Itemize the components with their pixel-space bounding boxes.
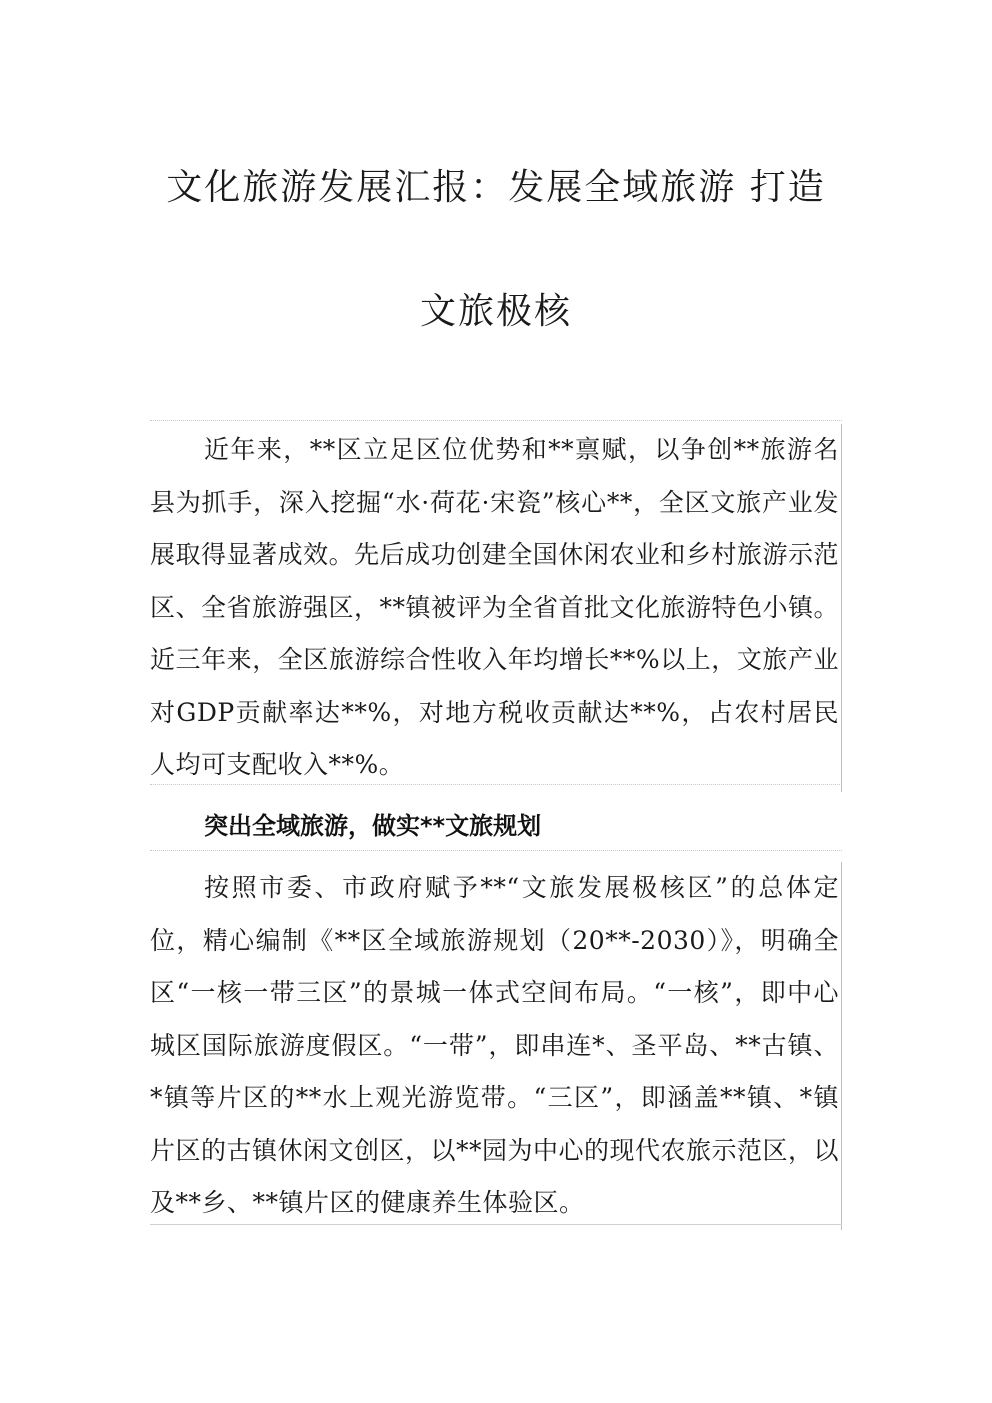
section-heading: 突出全域旅游，做实**文旅规划 — [204, 812, 542, 840]
divider-after-heading — [150, 850, 842, 851]
intro-paragraph: 近年来，**区立足区位优势和**禀赋，以争创**旅游名县为抓手，深入挖掘“水·荷花·宋瓷”核心**，全区文旅产业发展取得显著成效。先后成功创建全国休闲农业和乡村旅游示范区、全省旅游强区，**镇被评为全省首批文化旅游特色小镇。近三年来，全区旅游综合性收入年均增长**%以上，文旅产业对GDP贡献率达**%，对地方税收贡献达**%，占农村居民人均可支配收入**%。 — [150, 424, 842, 792]
document-title-line-1: 文化旅游发展汇报：发展全域旅游 打造 — [166, 167, 826, 208]
document-title-line-2: 文旅极核 — [419, 291, 572, 332]
divider-top — [150, 420, 842, 421]
planning-paragraph: 按照市委、市政府赋予**“文旅发展极核区”的总体定位，精心编制《**区全域旅游规划（20**-2030）》，明确全区“一核一带三区”的景城一体式空间布局。“一核”，即中心城区国际旅游度假区。“一带”，即串连*、圣平岛、**古镇、*镇等片区的**水上观光游览带。“三区”，即涵盖**镇、*镇片区的古镇休闲文创区，以**园为中心的现代农旅示范区，以及**乡、**镇片区的健康养生体验区。 — [150, 862, 842, 1230]
divider-before-heading — [150, 784, 842, 785]
divider-bottom — [150, 1224, 842, 1225]
